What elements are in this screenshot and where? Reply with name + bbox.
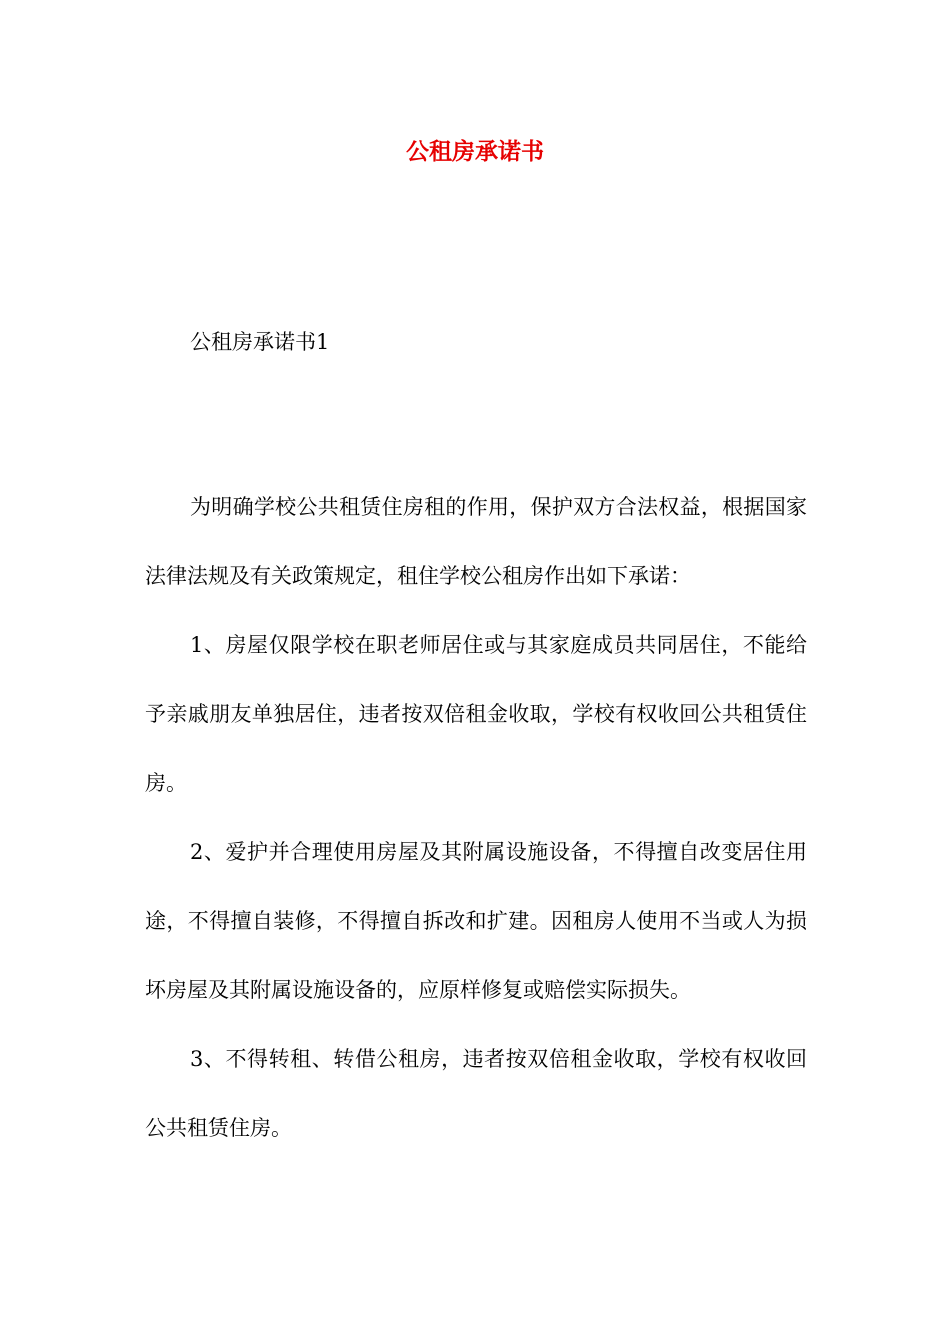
paragraph-clause-2: 2、爱护并合理使用房屋及其附属设施设备，不得擅自改变居住用途，不得擅自装修，不得擅自拆改和扩建。因租房人使用不当或人为损坏房屋及其附属设施设备的，应原样修复或赔偿实际损失。 [145, 840, 807, 1002]
paragraph-clause-3: 3、不得转租、转借公租房，违者按双倍租金收取，学校有权收回公共租赁住房。 [145, 1047, 807, 1140]
document-body [145, 473, 807, 1163]
document-subtitle: 公租房承诺书1 [190, 330, 330, 354]
paragraph-intro: 为明确学校公共租赁住房租的作用，保护双方合法权益，根据国家法律法规及有关政策规定，租住学校公租房作出如下承诺： [145, 495, 807, 588]
paragraph-clause-1: 1、房屋仅限学校在职老师居住或与其家庭成员共同居住，不能给予亲戚朋友单独居住，违者按双倍租金收取，学校有权收回公共租赁住房。 [145, 633, 807, 795]
document-title: 公租房承诺书 [406, 138, 544, 165]
